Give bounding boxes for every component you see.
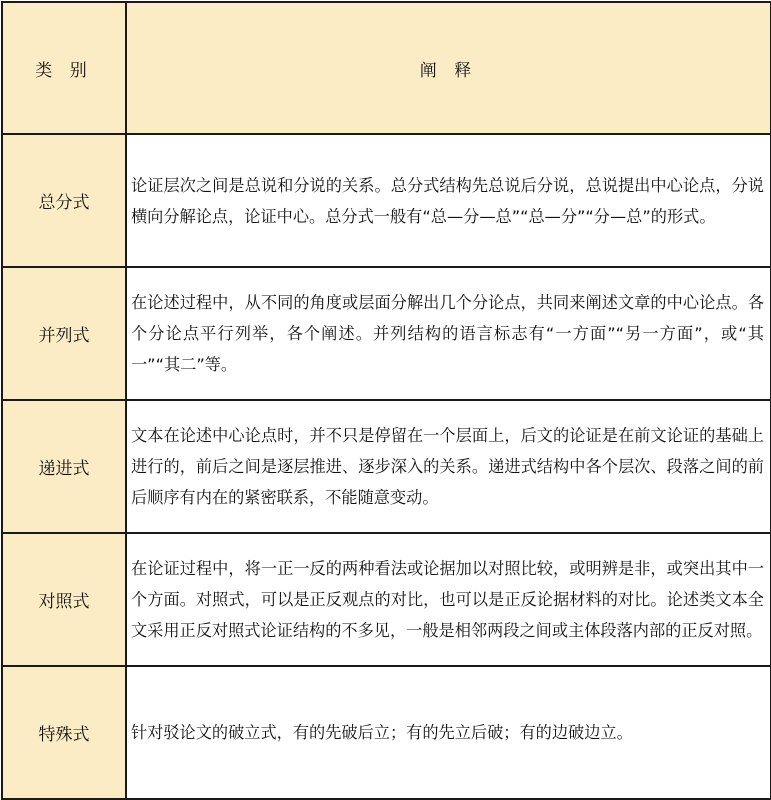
table-row [2,533,771,666]
row-category-teshu: 特殊式 [2,666,126,799]
header-explanation: 阐 释 [126,2,771,134]
row-explanation-dijin: 文本在论述中心论点时，并不只是停留在一个层面上，后文的论证是在前文论证的基础上进行的，前后之间是逐层推进、逐步深入的关系。递进式结构中各个层次、段落之间的前后顺序有内在的紧密联系，不能随意变动。 [126,400,771,533]
table-row [2,134,771,267]
row-explanation-duizhao: 在论证过程中，将一正一反的两种看法或论据加以对照比较，或明辨是非，或突出其中一个方面。对照式，可以是正反观点的对比，也可以是正反论据材料的对比。论述类文本全文采用正反对照式论证结构的不多见，一般是相邻两段之间或主体段落内部的正反对照。 [126,533,771,666]
table-header-row [2,2,771,134]
row-category-dijin: 递进式 [2,400,126,533]
row-category-duizhao: 对照式 [2,533,126,666]
table-row [2,400,771,533]
row-explanation-binglie: 在论述过程中，从不同的角度或层面分解出几个分论点，共同来阐述文章的中心论点。各个分论点平行列举，各个阐述。并列结构的语言标志有“一方面”“另一方面”，或“其一”“其二”等。 [126,267,771,400]
row-explanation-zongfen: 论证层次之间是总说和分说的关系。总分式结构先总说后分说，总说提出中心论点，分说横向分解论点，论证中心。总分式一般有“总—分—总”“总—分”“分—总”的形式。 [126,134,771,267]
argument-structure-table [1,1,771,800]
header-category: 类 别 [2,2,126,134]
row-category-zongfen: 总分式 [2,134,126,267]
row-explanation-teshu: 针对驳论文的破立式，有的先破后立；有的先立后破；有的边破边立。 [126,666,771,799]
table-row [2,267,771,400]
row-category-binglie: 并列式 [2,267,126,400]
table-row [2,666,771,799]
